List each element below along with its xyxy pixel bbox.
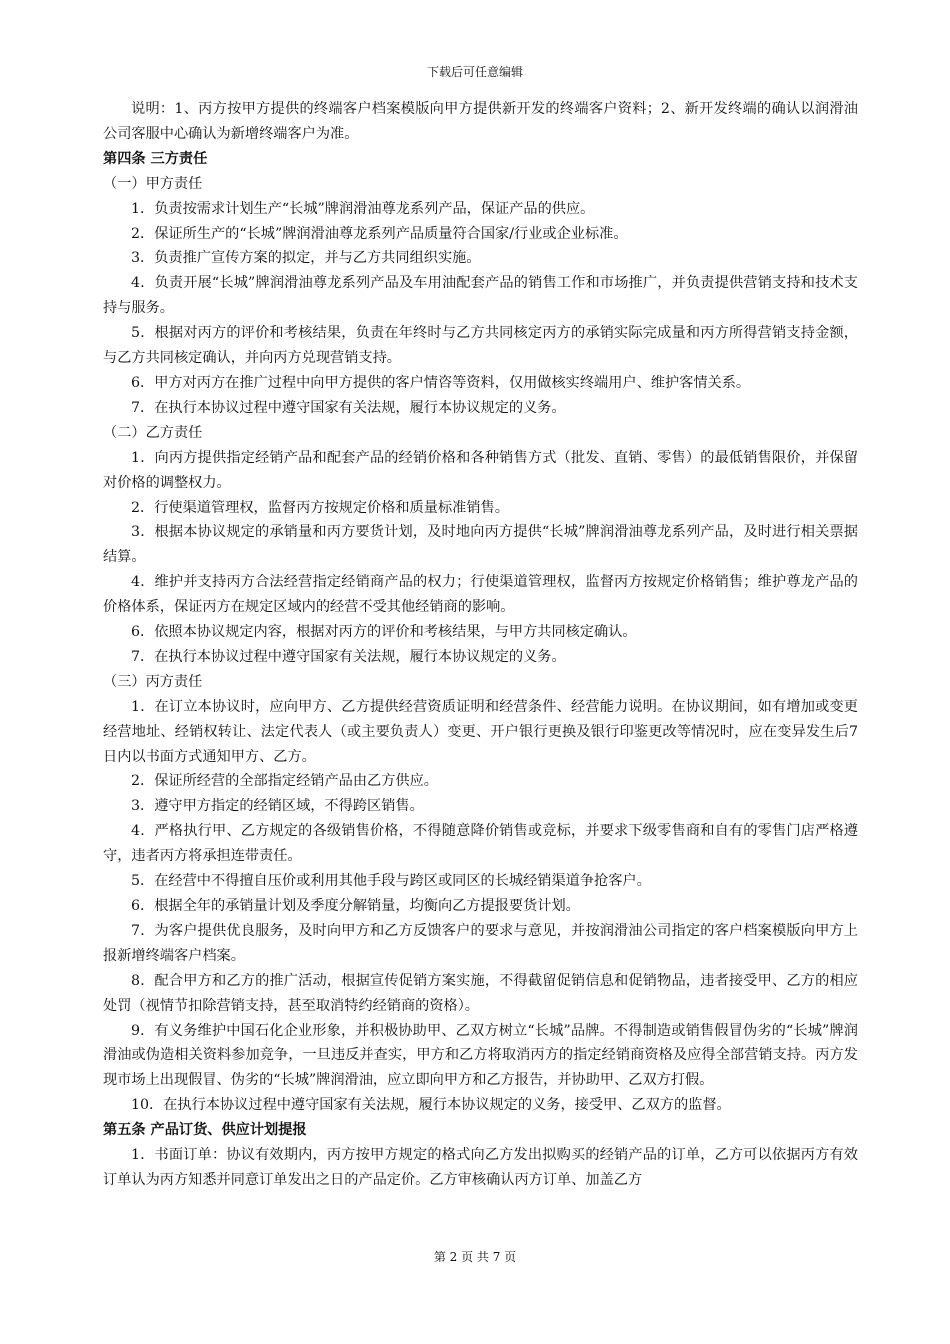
note-paragraph: 说明：1、丙方按甲方提供的终端客户档案模版向甲方提供新开发的终端客户资料；2、新开发终端的确认以润滑油公司客服中心确认为新增终端客户为准。 bbox=[103, 101, 858, 142]
party-a-heading: （一）甲方责任 bbox=[103, 175, 203, 192]
article-5-item: 1．书面订单：协议有效期内，丙方按甲方规定的格式向乙方发出拟购买的经销产品的订单，乙方可以依据丙方有效订单认为丙方知悉并同意订单发出之日的产品定价。乙方审核确认丙方订单、加盖乙方 bbox=[103, 1147, 858, 1188]
party-a-item: 7．在执行本协议过程中遵守国家有关法规，履行本协议规定的义务。 bbox=[131, 399, 566, 416]
party-c-item: 1．在订立本协议时，应向甲方、乙方提供经营资质证明和经营条件、经营能力说明。在协议期间，如有增加或变更经营地址、经销权转让、法定代表人（或主要负责人）变更、开户银行更换及银行印鉴更改等情况时，应在变异发生后7日内以书面方式通知甲方、乙方。 bbox=[103, 698, 858, 765]
party-c-item: 5．在经营中不得擅自压价或利用其他手段与跨区或同区的长城经销渠道争抢客户。 bbox=[131, 873, 651, 890]
party-c-item: 6．根据全年的承销量计划及季度分解销量，均衡向乙方提报要货计划。 bbox=[131, 898, 580, 914]
party-b-item: 7．在执行本协议过程中遵守国家有关法规，履行本协议规定的义务。 bbox=[131, 648, 566, 665]
party-b-item: 4．维护并支持丙方合法经营指定经销商产品的权力；行使渠道管理权，监督丙方按规定价格销售；维护尊龙产品的价格体系，保证丙方在规定区域内的经营不受其他经销商的影响。 bbox=[103, 574, 858, 616]
party-a-item: 3．负责推广宣传方案的拟定，并与乙方共同组织实施。 bbox=[131, 250, 481, 267]
party-a-item: 1．负责按需求计划生产“长城”牌润滑油尊龙系列产品，保证产品的供应。 bbox=[131, 200, 595, 217]
party-c-heading: （三）丙方责任 bbox=[103, 673, 203, 690]
party-c-item: 9．有义务维护中国石化企业形象，并积极协助甲、乙双方树立“长城”品牌。不得制造或销售假冒伪劣的“长城”牌润滑油或伪造相关资料参加竞争，一旦违反并查实，甲方和乙方将取消丙方的指定经销商资格及应得全部营销支持。丙方发现市场上出现假冒、伪劣的“长城”牌润滑油，应立即向甲方和乙方报告，并协助甲、乙双方打假。 bbox=[103, 1022, 858, 1089]
party-b-heading: （二）乙方责任 bbox=[103, 424, 203, 441]
party-b-item: 3．根据本协议规定的承销量和丙方要货计划，及时地向丙方提供“长城”牌润滑油尊龙系列产品，及时进行相关票据结算。 bbox=[103, 524, 858, 566]
party-b-item: 1．向丙方提供指定经销产品和配套产品的经销价格和各种销售方式（批发、直销、零售）的最低销售限价，并保留对价格的调整权力。 bbox=[103, 449, 858, 491]
party-c-item: 7．为客户提供优良服务，及时向甲方和乙方反馈客户的要求与意见，并按润滑油公司指定的客户档案模版向甲方上报新增终端客户档案。 bbox=[103, 922, 858, 964]
party-a-item: 2．保证所生产的“长城”牌润滑油尊龙系列产品质量符合国家/行业或企业标准。 bbox=[131, 225, 628, 242]
party-c-item: 8．配合甲方和乙方的推广活动，根据宣传促销方案实施，不得截留促销信息和促销物品，违者接受甲、乙方的相应处罚（视情节扣除营销支持，甚至取消特约经销商的资格）。 bbox=[103, 972, 858, 1014]
document-body bbox=[103, 97, 858, 1193]
page-footer: 第 2 页 共 7 页 bbox=[433, 1250, 517, 1264]
party-a-item: 5．根据对丙方的评价和考核结果，负责在年终时与乙方共同核定丙方的承销实际完成量和丙方所得营销支持金额，与乙方共同核定确认，并向丙方兑现营销支持。 bbox=[103, 325, 858, 367]
article-4-title: 第四条 三方责任 bbox=[103, 150, 208, 167]
party-c-item: 4．严格执行甲、乙方规定的各级销售价格，不得随意降价销售或竞标，并要求下级零售商和自有的零售门店严格遵守，违者丙方将承担连带责任。 bbox=[103, 823, 858, 865]
party-c-item: 2．保证所经营的全部指定经销产品由乙方供应。 bbox=[131, 773, 438, 790]
party-a-item: 6．甲方对丙方在推广过程中向甲方提供的客户情咨等资料，仅用做核实终端用户、维护客情关系。 bbox=[131, 374, 751, 391]
party-c-item: 3．遵守甲方指定的经销区域，不得跨区销售。 bbox=[131, 798, 424, 815]
party-b-item: 6．依照本协议规定内容，根据对丙方的评价和考核结果，与甲方共同核定确认。 bbox=[131, 624, 637, 641]
party-b-item: 2．行使渠道管理权，监督丙方按规定价格和质量标准销售。 bbox=[131, 499, 509, 516]
party-c-item: 10．在执行本协议过程中遵守国家有关法规，履行本协议规定的义务，接受甲、乙双方的监督。 bbox=[131, 1097, 731, 1114]
page-header: 下载后可任意编辑 bbox=[426, 65, 523, 79]
party-a-item: 4．负责开展“长城”牌润滑油尊龙系列产品及车用油配套产品的销售工作和市场推广，并负责提供营销支持和技术支持与服务。 bbox=[103, 275, 858, 317]
article-5-title: 第五条 产品订货、供应计划提报 bbox=[103, 1122, 307, 1139]
